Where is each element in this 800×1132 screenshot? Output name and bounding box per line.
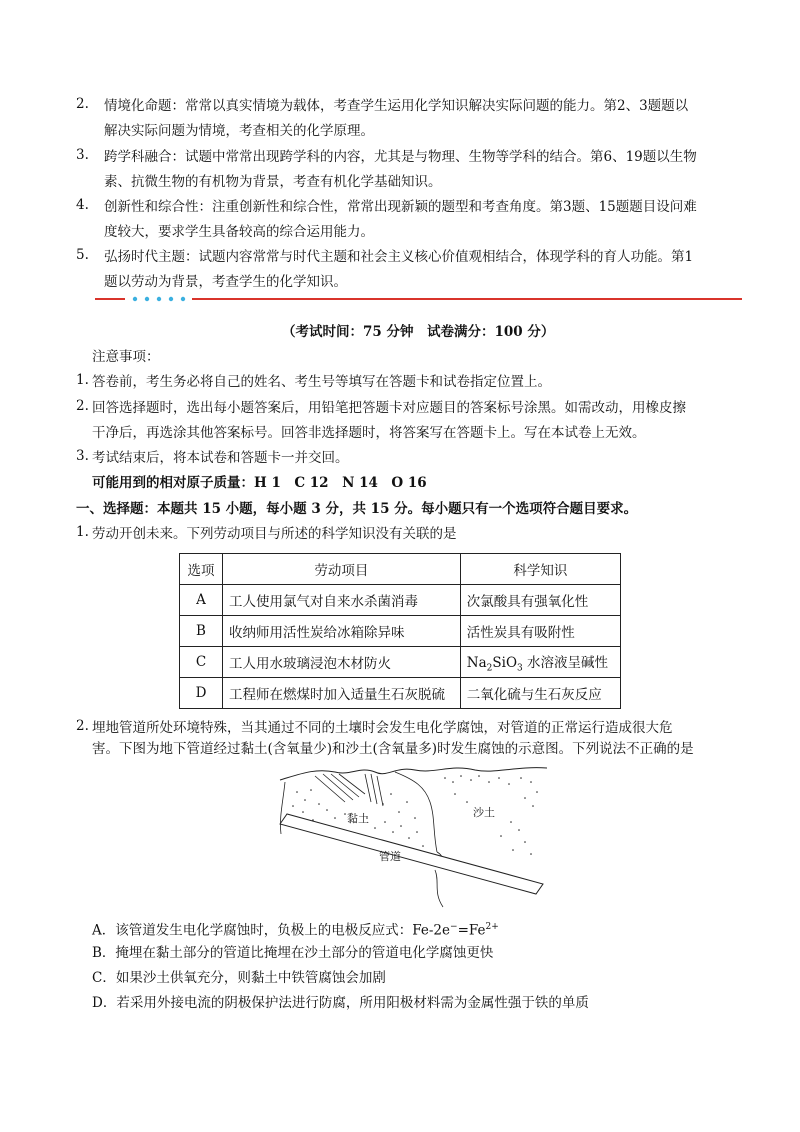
formula-subscript: 3 — [517, 663, 523, 674]
section-title: 一、选择题：本题共 15 小题，每小题 3 分，共 15 分。每小题只有一个选项符合题目要求。 — [76, 501, 638, 517]
figure-label-pipe: 管道 — [379, 850, 401, 863]
option-a — [92, 917, 499, 941]
feature-text: 创新性和综合性：注重创新性和综合性，常常出现新颖的题型和考查角度。第3题、15题题目设问难 — [104, 199, 697, 215]
table-header: 科学知识 — [460, 554, 620, 585]
feature-text: 情境化命题：常常以真实情境为载体，考查学生运用化学知识解决实际问题的能力。第2、3题题以 — [104, 98, 689, 114]
option-d: D．若采用外接电流的阴极保护法进行防腐，所用阳极材料需为金属性强于铁的单质 — [92, 995, 589, 1011]
row-project: 收纳师用活性炭给冰箱除异味 — [223, 616, 461, 647]
notice-text: 回答选择题时，选出每小题答案后，用铅笔把答题卡对应题目的答案标号涂黑。如需改动，用橡皮擦 — [92, 400, 686, 416]
notice-num: 2. — [76, 398, 89, 414]
notice-text: 答卷前，考生务必将自己的姓名、考生号等填写在答题卡和试卷指定位置上。 — [92, 374, 551, 390]
question-stem: 劳动开创未来。下列劳动项目与所述的科学知识没有关联的是 — [92, 526, 457, 542]
figure-label-clay: 黏土 — [347, 812, 369, 825]
formula-part: SiO — [492, 654, 518, 671]
question-number: 2. — [76, 718, 89, 734]
feature-text: 弘扬时代主题：试题内容常常与时代主题和社会主义核心价值观相结合，体现学科的育人功能。第1 — [104, 249, 694, 265]
row-science: 活性炭具有吸附性 — [460, 616, 620, 647]
table-row — [180, 585, 621, 616]
row-project: 工人用水玻璃浸泡木材防火 — [223, 647, 461, 678]
question-number: 1. — [76, 524, 89, 540]
formula-subscript: 2 — [486, 663, 493, 674]
table-row — [180, 647, 621, 678]
notice-text: 干净后，再选涂其他答案标号。回答非选择题时，将答案写在答题卡上。写在本试卷上无效。 — [92, 425, 646, 441]
table-row — [180, 678, 621, 709]
row-option: A — [180, 585, 223, 616]
option-text: =Fe — [457, 922, 486, 939]
table-header: 选项 — [180, 554, 223, 585]
feature-num: 2. — [76, 96, 89, 112]
feature-text: 题以劳动为背景，考查学生的化学知识。 — [104, 274, 347, 290]
option-c: C．如果沙土供氧充分，则黏土中铁管腐蚀会加剧 — [92, 970, 386, 986]
feature-text: 度较大，要求学生具备较高的综合运用能力。 — [104, 224, 374, 240]
option-b: B．掩埋在黏土部分的管道比掩埋在沙土部分的管道电化学腐蚀更快 — [92, 945, 494, 961]
row-project: 工人使用氯气对自来水杀菌消毒 — [223, 585, 461, 616]
question-stem: 害。下图为地下管道经过黏土(含氧量少)和沙土(含氧量多)时发生腐蚀的示意图。下列说法不正确的是 — [92, 741, 694, 757]
row-option: C — [180, 647, 223, 678]
feature-num: 4. — [76, 197, 89, 213]
table-row — [180, 616, 621, 647]
notice-text: 考试结束后，将本试卷和答题卡一并交回。 — [92, 450, 349, 466]
question-stem: 埋地管道所处环境特殊，当其通过不同的土壤时会发生电化学腐蚀，对管道的正常运行造成很大危 — [92, 720, 673, 736]
feature-text: 跨学科融合：试题中常常出现跨学科的内容，尤其是与物理、生物等学科的结合。第6、19题以生物 — [104, 149, 697, 165]
charge-superscript: − — [450, 922, 458, 932]
decorative-dots-icon — [131, 293, 187, 305]
divider-left — [95, 298, 125, 300]
row-option: B — [180, 616, 223, 647]
notice-num: 3. — [76, 448, 89, 464]
divider-right — [192, 298, 742, 300]
exam-info: （考试时间：75 分钟 试卷满分：100 分） — [282, 324, 555, 340]
feature-text: 解决实际问题为情境，考查相关的化学原理。 — [104, 123, 374, 139]
row-option: D — [180, 678, 223, 709]
row-science: 二氧化硫与生石灰反应 — [460, 678, 620, 709]
q1-table — [179, 553, 621, 709]
table-header: 劳动项目 — [223, 554, 461, 585]
table-header-row — [180, 554, 621, 585]
row-project: 工程师在燃煤时加入适量生石灰脱硫 — [223, 678, 461, 709]
row-science — [460, 647, 620, 678]
formula-part: 水溶液呈碱性 — [522, 654, 609, 671]
formula-part: Na — [466, 654, 487, 671]
figure-label-sand: 沙土 — [473, 806, 495, 819]
row-science: 次氯酸具有强氧化性 — [460, 585, 620, 616]
pipeline-corrosion-figure — [275, 762, 555, 912]
option-text: A．该管道发生电化学腐蚀时，负极上的电极反应式：Fe-2e — [92, 922, 451, 939]
atomic-mass: 可能用到的相对原子质量：H 1 C 12 N 14 O 16 — [92, 475, 427, 491]
charge-superscript: 2+ — [485, 922, 499, 932]
notice-num: 1. — [76, 372, 89, 388]
feature-num: 3. — [76, 147, 89, 163]
feature-num: 5. — [76, 247, 89, 263]
notice-title: 注意事项： — [92, 349, 160, 365]
feature-text: 素、抗微生物的有机物为背景，考查有机化学基础知识。 — [104, 174, 442, 190]
